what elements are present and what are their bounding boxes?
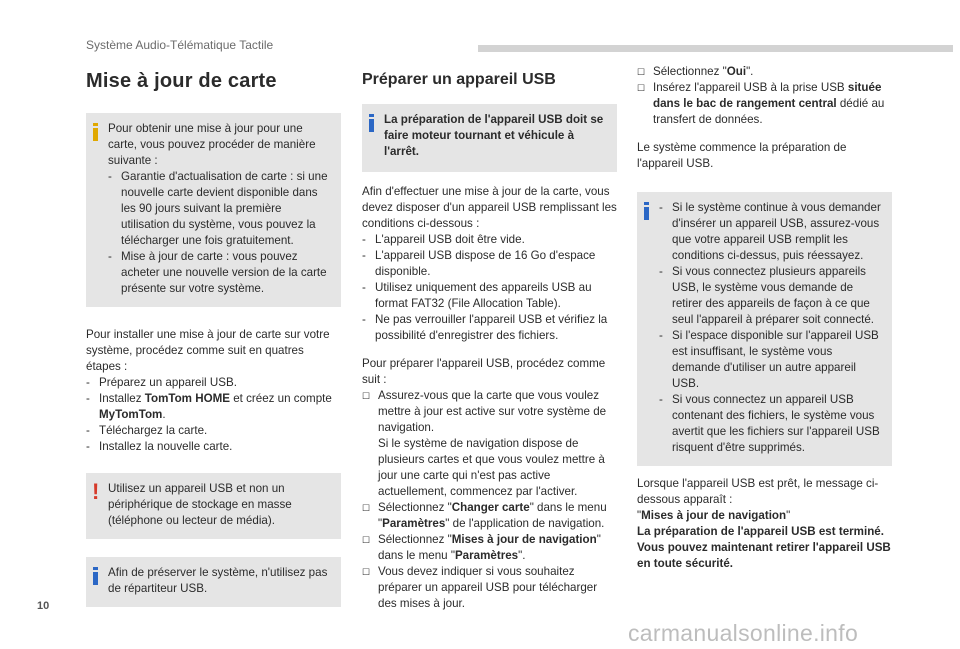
column-prepare-usb <box>362 64 617 612</box>
info-icon <box>93 567 98 585</box>
info-box-usb-splitter <box>86 557 341 607</box>
install-step: - Installez TomTom HOME et créez un compte MyTomTom. <box>86 391 341 423</box>
watermark: carmanualsonline.info <box>628 620 859 646</box>
ready-message-line: La préparation de l'appareil USB est terminé. <box>637 525 884 538</box>
conditions-intro: Afin d'effectuer une mise à jour de la carte, vous devez disposer d'un appareil USB remplissant les conditions ci-dessous : <box>362 185 617 230</box>
condition-item: - L'appareil USB doit être vide. <box>362 232 617 248</box>
section-heading-map-update: Mise à jour de carte <box>86 70 277 92</box>
install-step: - Installez la nouvelle carte. <box>86 439 341 455</box>
ready-message-title: "Mises à jour de navigation" <box>637 509 791 522</box>
info-text: Afin de préserver le système, n'utilisez pas de répartiteur USB. <box>108 566 328 595</box>
info-intro: Pour obtenir une mise à jour pour une carte, vous pouvez procéder de manière suivante : <box>108 122 316 167</box>
warning-box <box>86 473 341 539</box>
column-usb-continued <box>637 64 892 572</box>
preparation-start-text: Le système commence la préparation de l'appareil USB. <box>637 141 847 170</box>
install-step: - Préparez un appareil USB. <box>86 375 341 391</box>
install-step: - Téléchargez la carte. <box>86 423 341 439</box>
header-bar <box>478 45 953 52</box>
procedure-step: ☐ Vous devez indiquer si vous souhaitez préparer un appareil USB pour télécharger des mises à jour. <box>362 564 617 612</box>
info-icon <box>369 114 374 132</box>
info-box-troubleshooting <box>637 192 892 466</box>
procedure-step-note: Si le système de navigation dispose de plusieurs cartes et que vous voulez mettre à jour une carte qui n'est pas active actuellement, commencez par l'activer. <box>378 437 605 498</box>
list-item: - Mise à jour de carte : vous pouvez acheter une nouvelle version de la carte présente sur votre système. <box>108 249 331 297</box>
list-item: - Si le système continue à vous demander d'insérer un appareil USB, assurez-vous que votre appareil USB remplit les conditions ci-dessus, puis réessayez. <box>659 200 882 264</box>
info-box-engine-running <box>362 104 617 172</box>
section-heading-prepare-usb: Préparer un appareil USB <box>362 71 556 88</box>
page-header-title: Système Audio-Télématique Tactile <box>86 38 274 52</box>
procedure-step: ☐ Sélectionnez "Oui". <box>637 64 892 80</box>
info-text: La préparation de l'appareil USB doit se faire moteur tournant et véhicule à l'arrêt. <box>384 113 604 158</box>
info-box-update-options <box>86 113 341 307</box>
warning-icon: ! <box>92 479 100 504</box>
install-intro: Pour installer une mise à jour de carte sur votre système, procédez comme suit en quatres étapes : <box>86 328 330 373</box>
condition-item: - Ne pas verrouiller l'appareil USB et vérifiez la possibilité d'enregistrer des fichiers. <box>362 312 617 344</box>
procedure-step: ☐ Insérez l'appareil USB à la prise USB située dans le bac de rangement central dédié au transfert de données. <box>637 80 892 128</box>
procedure-step: ☐ Sélectionnez "Mises à jour de navigation" dans le menu "Paramètres". <box>362 532 617 564</box>
procedure-intro: Pour préparer l'appareil USB, procédez comme suit : <box>362 357 606 386</box>
list-item: - Si l'espace disponible sur l'appareil USB est insuffisant, le système vous demande d'utiliser un autre appareil USB. <box>659 328 882 392</box>
list-item: - Si vous connectez plusieurs appareils USB, le système vous demande de retirer des appareils de façon à ce que seul l'appareil à préparer soit connecté. <box>659 264 882 328</box>
warning-text: Utilisez un appareil USB et non un périphérique de stockage en masse (téléphone ou lecteur de média). <box>108 482 292 527</box>
procedure-step: ☐ Sélectionnez "Changer carte" dans le menu "Paramètres" de l'application de navigation. <box>362 500 617 532</box>
condition-item: - L'appareil USB dispose de 16 Go d'espace disponible. <box>362 248 617 280</box>
ready-intro: Lorsque l'appareil USB est prêt, le message ci-dessous apparaît : <box>637 477 879 506</box>
info-icon <box>644 202 649 220</box>
column-map-update <box>86 64 341 607</box>
ready-message-line: Vous pouvez maintenant retirer l'appareil USB en toute sécurité. <box>637 541 891 570</box>
list-item: - Garantie d'actualisation de carte : si une nouvelle carte devient disponible dans les 90 jours suivant la première utilisation du système, vous pouvez la télécharger une fois gratuitement. <box>108 169 331 249</box>
procedure-step: ☐ Assurez-vous que la carte que vous voulez mettre à jour est active sur votre système de navigation. <box>362 388 617 436</box>
page-number: 10 <box>37 600 50 612</box>
list-item: - Si vous connectez un appareil USB contenant des fichiers, le système vous avertit que les fichiers sur l'appareil USB risquent d'être supprimés. <box>659 392 882 456</box>
info-icon <box>93 123 98 141</box>
condition-item: - Utilisez uniquement des appareils USB au format FAT32 (File Allocation Table). <box>362 280 617 312</box>
